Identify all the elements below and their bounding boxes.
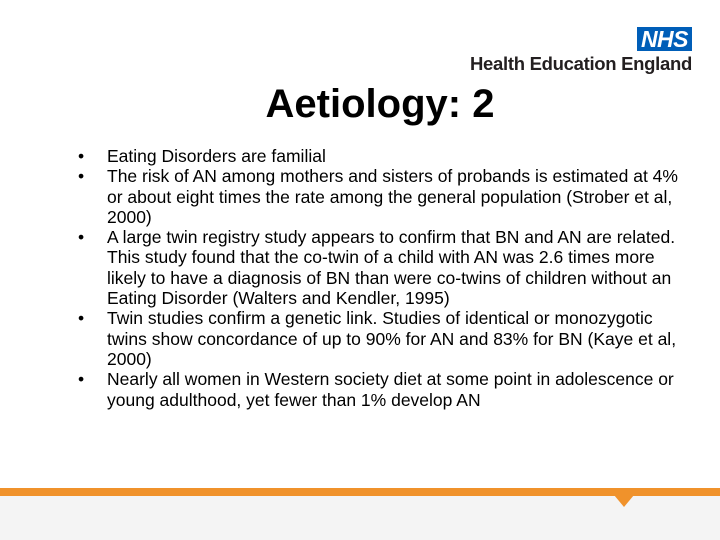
bullet-item: • Eating Disorders are familial [78,146,688,166]
bullet-item: • Twin studies confirm a genetic link. Studies of identical or monozygotic twins show concordance of up to 90% for AN and 83% for BN (Kaye et al, 2000) [78,308,688,369]
hee-logo [470,27,692,74]
bullet-item: • A large twin registry study appears to confirm that BN and AN are related. This study found that the co-twin of a child with AN was 2.6 times more likely to have a diagnosis of BN than were co-twins of children without an Eating Disorder (Walters and Kendler, 1995) [78,227,688,308]
footer-notch-icon [614,495,634,507]
footer-accent-bar [0,488,720,496]
bullet-item: • The risk of AN among mothers and sisters of probands is estimated at 4% or about eight times the rate among the general population (Strober et al, 2000) [78,166,688,227]
bullet-list [78,146,688,410]
nhs-logo-badge: NHS [637,27,692,51]
org-name: Health Education England [469,53,692,74]
slide-title: Aetiology: 2 [265,82,495,126]
bullet-item: • Nearly all women in Western society diet at some point in adolescence or young adulthood, yet fewer than 1% develop AN [78,369,688,410]
footer-background [0,496,720,540]
